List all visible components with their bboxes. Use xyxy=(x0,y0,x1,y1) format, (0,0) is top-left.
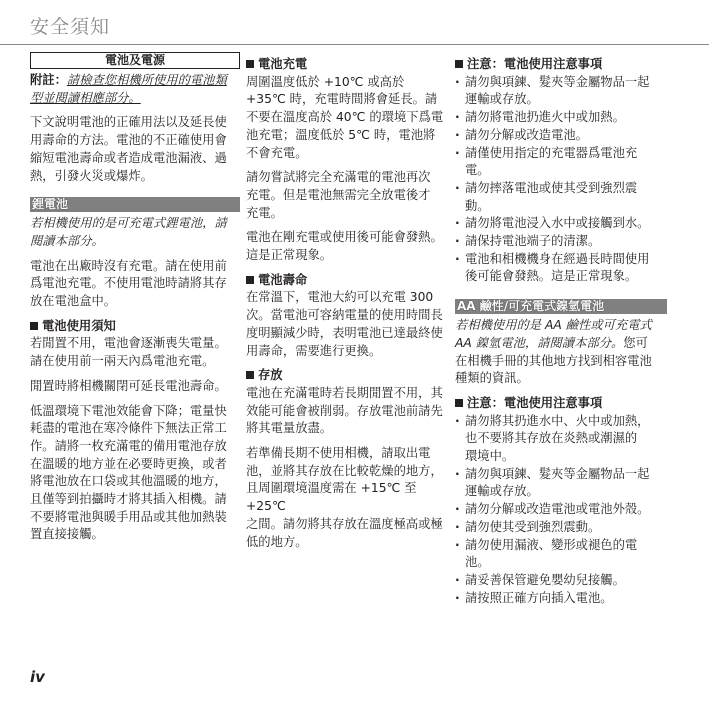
list-item: · 請僅使用指定的充電器爲電池充 電。 xyxy=(455,145,667,180)
aa-section-title: AA 鹼性/可充電式鎳氫電池 xyxy=(457,299,605,314)
aa-intro-rest: 您可 在相機手冊的其他地方找到相容電池 種類的資訊。 xyxy=(455,335,652,386)
caution-heading-2-text: 注意：電池使用注意事項 xyxy=(467,395,603,410)
charge-heading xyxy=(246,56,451,74)
caution-heading-2 xyxy=(455,395,667,413)
square-bullet-icon xyxy=(246,371,254,379)
page-title: 安全須知 xyxy=(30,16,111,38)
column-1 xyxy=(30,52,240,551)
note-label: 附註： xyxy=(30,73,67,87)
use-paragraph-1: 若閒置不用，電池會逐漸喪失電量。 請在使用前一兩天內爲電池充電。 xyxy=(30,336,227,369)
list-item: · 請妥善保管避免嬰幼兒接觸。 xyxy=(455,572,667,590)
list-item: · 請保持電池端子的清潔。 xyxy=(455,233,667,251)
list-item: · 請勿將電池扔進火中或加熱。 xyxy=(455,109,667,127)
storage-heading-text: 存放 xyxy=(258,368,283,383)
lithium-section-bar xyxy=(30,197,240,212)
lithium-intro: 若相機使用的是可充電式鋰電池，請 閱讀本部分。 xyxy=(30,216,227,248)
caution-list-2 xyxy=(455,413,667,608)
note-text: 請檢查您相機所使用的電池類 型並閱讀相應部分。 xyxy=(30,73,227,105)
list-item: · 請勿使其受到強烈震動。 xyxy=(455,519,667,537)
square-bullet-icon xyxy=(30,322,38,330)
lithium-section-title: 鋰電池 xyxy=(32,197,69,212)
square-bullet-icon xyxy=(455,60,463,68)
use-paragraph-2: 閒置時將相機關閉可延長電池壽命。 xyxy=(30,378,227,393)
life-heading xyxy=(246,272,451,290)
intro-paragraph: 下文說明電池的正確用法以及延長使 用壽命的方法。電池的不正確使用會 縮短電池壽命或者造成電池漏液、過 熱，引發火災或爆炸。 xyxy=(30,115,227,183)
list-item: · 請勿摔落電池或使其受到強烈震 動。 xyxy=(455,180,667,215)
list-item: · 請勿與項鍊、髮夾等金屬物品一起 運輸或存放。 xyxy=(455,74,667,109)
aa-intro-italic: 若相機使用的是 AA 鹼性或可充電式 AA 鎳氫電池，請閱讀本部分。 xyxy=(455,318,652,350)
list-item: · 請勿分解或改造電池。 xyxy=(455,127,667,145)
life-heading-text: 電池壽命 xyxy=(258,272,308,287)
note xyxy=(30,72,240,107)
storage-heading xyxy=(246,367,451,385)
aa-intro xyxy=(455,317,667,388)
use-heading xyxy=(30,318,240,336)
charge-paragraph-3: 電池在剛充電或使用後可能會發熱。 這是正常現象。 xyxy=(246,230,443,263)
page-number: iv xyxy=(30,668,45,686)
section-box-title: 電池及電源 xyxy=(30,52,240,69)
charge-paragraph-2: 請勿嘗試將完全充滿電的電池再次 充電。但是電池無需完全放電後才 充電。 xyxy=(246,170,431,220)
charge-heading-text: 電池充電 xyxy=(258,57,308,71)
caution-heading-1 xyxy=(455,56,667,74)
list-item: · 請勿將電池浸入水中或接觸到水。 xyxy=(455,215,667,233)
aa-section-bar xyxy=(455,299,667,314)
column-2 xyxy=(246,56,451,558)
lithium-paragraph: 電池在出廠時沒有充電。請在使用前 爲電池充電。不使用電池時請將其存 放在電池盒中。 xyxy=(30,258,227,309)
storage-paragraph-1: 電池在充滿電時若長期閒置不用，其 效能可能會被削弱。存放電池前請先 將其電量放盡。 xyxy=(246,385,443,436)
life-paragraph: 在常溫下，電池大約可以充電 300 次。當電池可容納電量的使用時間長 度明顯減少時，表明電池已達最終使 用壽命，需要進行更換。 xyxy=(246,290,443,358)
list-item: · 請勿與項鍊、髮夾等金屬物品一起 運輸或存放。 xyxy=(455,466,667,501)
storage-paragraph-2: 若準備長期不使用相機，請取出電 池，並將其存放在比較乾燥的地方， 且周圍環境溫度需在 +15℃ 至 +25℃ 之間。請勿將其存放在溫度極高或極 低的地方。 xyxy=(246,446,443,549)
square-bullet-icon xyxy=(246,276,254,284)
square-bullet-icon xyxy=(455,399,463,407)
caution-heading-1-text: 注意：電池使用注意事項 xyxy=(467,57,603,71)
column-3 xyxy=(455,56,667,607)
list-item: · 請勿將其扔進水中、火中或加熱， 也不要將其存放在炎熱或潮濕的 環境中。 xyxy=(455,413,667,466)
list-item: · 請勿分解或改造電池或電池外殼。 xyxy=(455,501,667,519)
square-bullet-icon xyxy=(246,60,254,68)
use-paragraph-3: 低溫環境下電池效能會下降；電量快 耗盡的電池在寒冷條件下無法正常工 作。請將一枚充滿電的備用電池存放 在溫暖的地方並在必要時更換，或者 將電池放在口袋或其他溫暖的地方， 且僅等到拍攝時才將其插入相機。請 不要將電池與暖手用品或其他加熱裝 置直接接觸。 xyxy=(30,403,227,542)
charge-paragraph-1: 周圍溫度低於 +10℃ 或高於 +35℃ 時，充電時間將會延長。請 不要在溫度高於 40℃ 的環境下爲電 池充電；溫度低於 5℃ 時，電池將 不會充電。 xyxy=(246,74,444,160)
list-item: · 電池和相機機身在經過長時間使用 後可能會發熱。這是正常現象。 xyxy=(455,251,667,286)
list-item: · 請按照正確方向插入電池。 xyxy=(455,590,667,608)
use-heading-text: 電池使用須知 xyxy=(42,318,116,333)
header-divider xyxy=(0,44,709,45)
list-item: · 請勿使用漏液、變形或褪色的電 池。 xyxy=(455,537,667,572)
caution-list-1 xyxy=(455,74,667,286)
